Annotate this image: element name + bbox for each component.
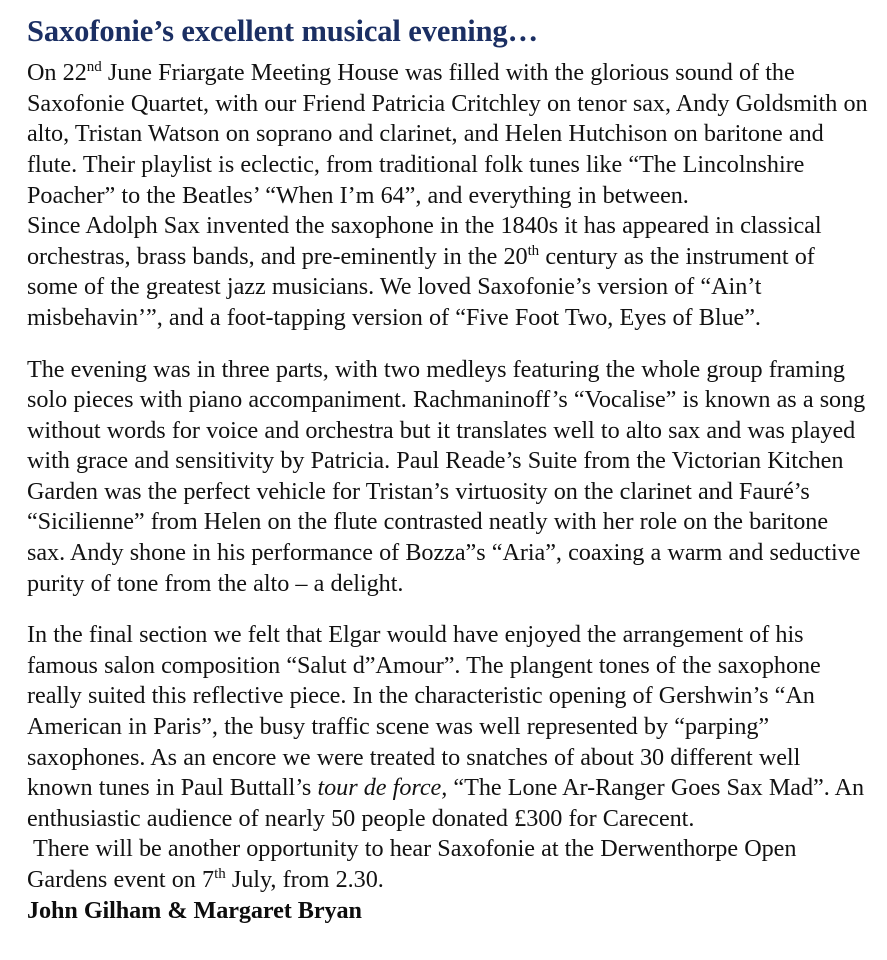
paragraph-2-segment-text-b: century as the instrument of some of the greatest jazz musicians. We loved Saxofonie’s version of “Ain’t misbehavin’”, and a foot-tapping version of “Five Foot Two, Eyes of Blue”. [27, 242, 815, 331]
page-title: Saxofonie’s excellent musical evening… [27, 14, 538, 48]
paragraph-1-segment-text-a: On 22 [27, 59, 87, 87]
paragraph-3 [27, 355, 870, 600]
paragraph-4-segment-text-a: In the final section we felt that Elgar would have enjoyed the arrangement of his famous salon composition “Salut d”Amour”. The plangent tones of the saxophone really suited this reflective piece. In the characteristic opening of Gershwin’s “An American in Paris”, the busy traffic scene was well represented by “parping” saxophones. As an encore we were treated to snatches of about 30 different well known tunes in Paul Buttall’s [27, 621, 821, 802]
paragraph-1-segment-text-b: June Friargate Meeting House was filled with the glorious sound of the Saxofonie Quartet, with our Friend Patricia Critchley on tenor sax, Andy Goldsmith on alto, Tristan Watson on soprano and clarinet, and Helen Hutchison on baritone and flute. Their playlist is eclectic, from traditional folk tunes like “The Lincolnshire Poacher” to the Beatles’ “When I’m 64”, and everything in between. [27, 59, 868, 209]
article-body-block-2 [27, 355, 870, 600]
paragraph-1 [27, 58, 870, 211]
paragraph-3-segment-text: The evening was in three parts, with two medleys featuring the whole group framing solo pieces with piano accompaniment. Rachmaninoff’s “Vocalise” is known as a song without words for voice and orchestra but it translates well to alto sax and was played with grace and sensitivity by Patricia. Paul Reade’s Suite from the Victorian Kitchen Garden was the perfect vehicle for Tristan’s virtuosity on the clarinet and Fauré’s “Sicilienne” from Helen on the flute contrasted neatly with her role on the baritone sax. Andy shone in his performance of Bozza”s “Aria”, coaxing a warm and seductive purity of tone from the alto – a delight. [27, 355, 866, 597]
ordinal-superscript-th-century: th [527, 242, 540, 259]
article-body-block-1 [27, 58, 870, 333]
article-body-block-3 [27, 620, 870, 925]
paragraph-5-segment-text-b: July, from 2.30. [225, 866, 384, 893]
paragraph-5-segment-text-a: There will be another opportunity to hear Saxofonie at the Derwenthorpe Open Gardens event on 7 [27, 835, 803, 893]
paragraph-4 [27, 620, 870, 834]
paragraph-2-segment-text-a: Since Adolph Sax invented the saxophone in the 1840s it has appeared in classical orchestras, brass bands, and pre-eminently in the 20 [27, 212, 822, 270]
italic-phrase-tour-de-force: tour de force, [317, 774, 448, 802]
author-signature: John Gilham & Margaret Bryan [27, 896, 362, 924]
ordinal-superscript-th-july: th [214, 865, 226, 882]
paragraph-4-segment-text-b: “The Lone Ar-Ranger Goes Sax Mad”. An enthusiastic audience of nearly 50 people donated £300 for Carecent. [27, 774, 865, 832]
paragraph-2 [27, 211, 870, 333]
ordinal-superscript-nd: nd [86, 59, 102, 76]
paragraph-5 [27, 834, 870, 895]
